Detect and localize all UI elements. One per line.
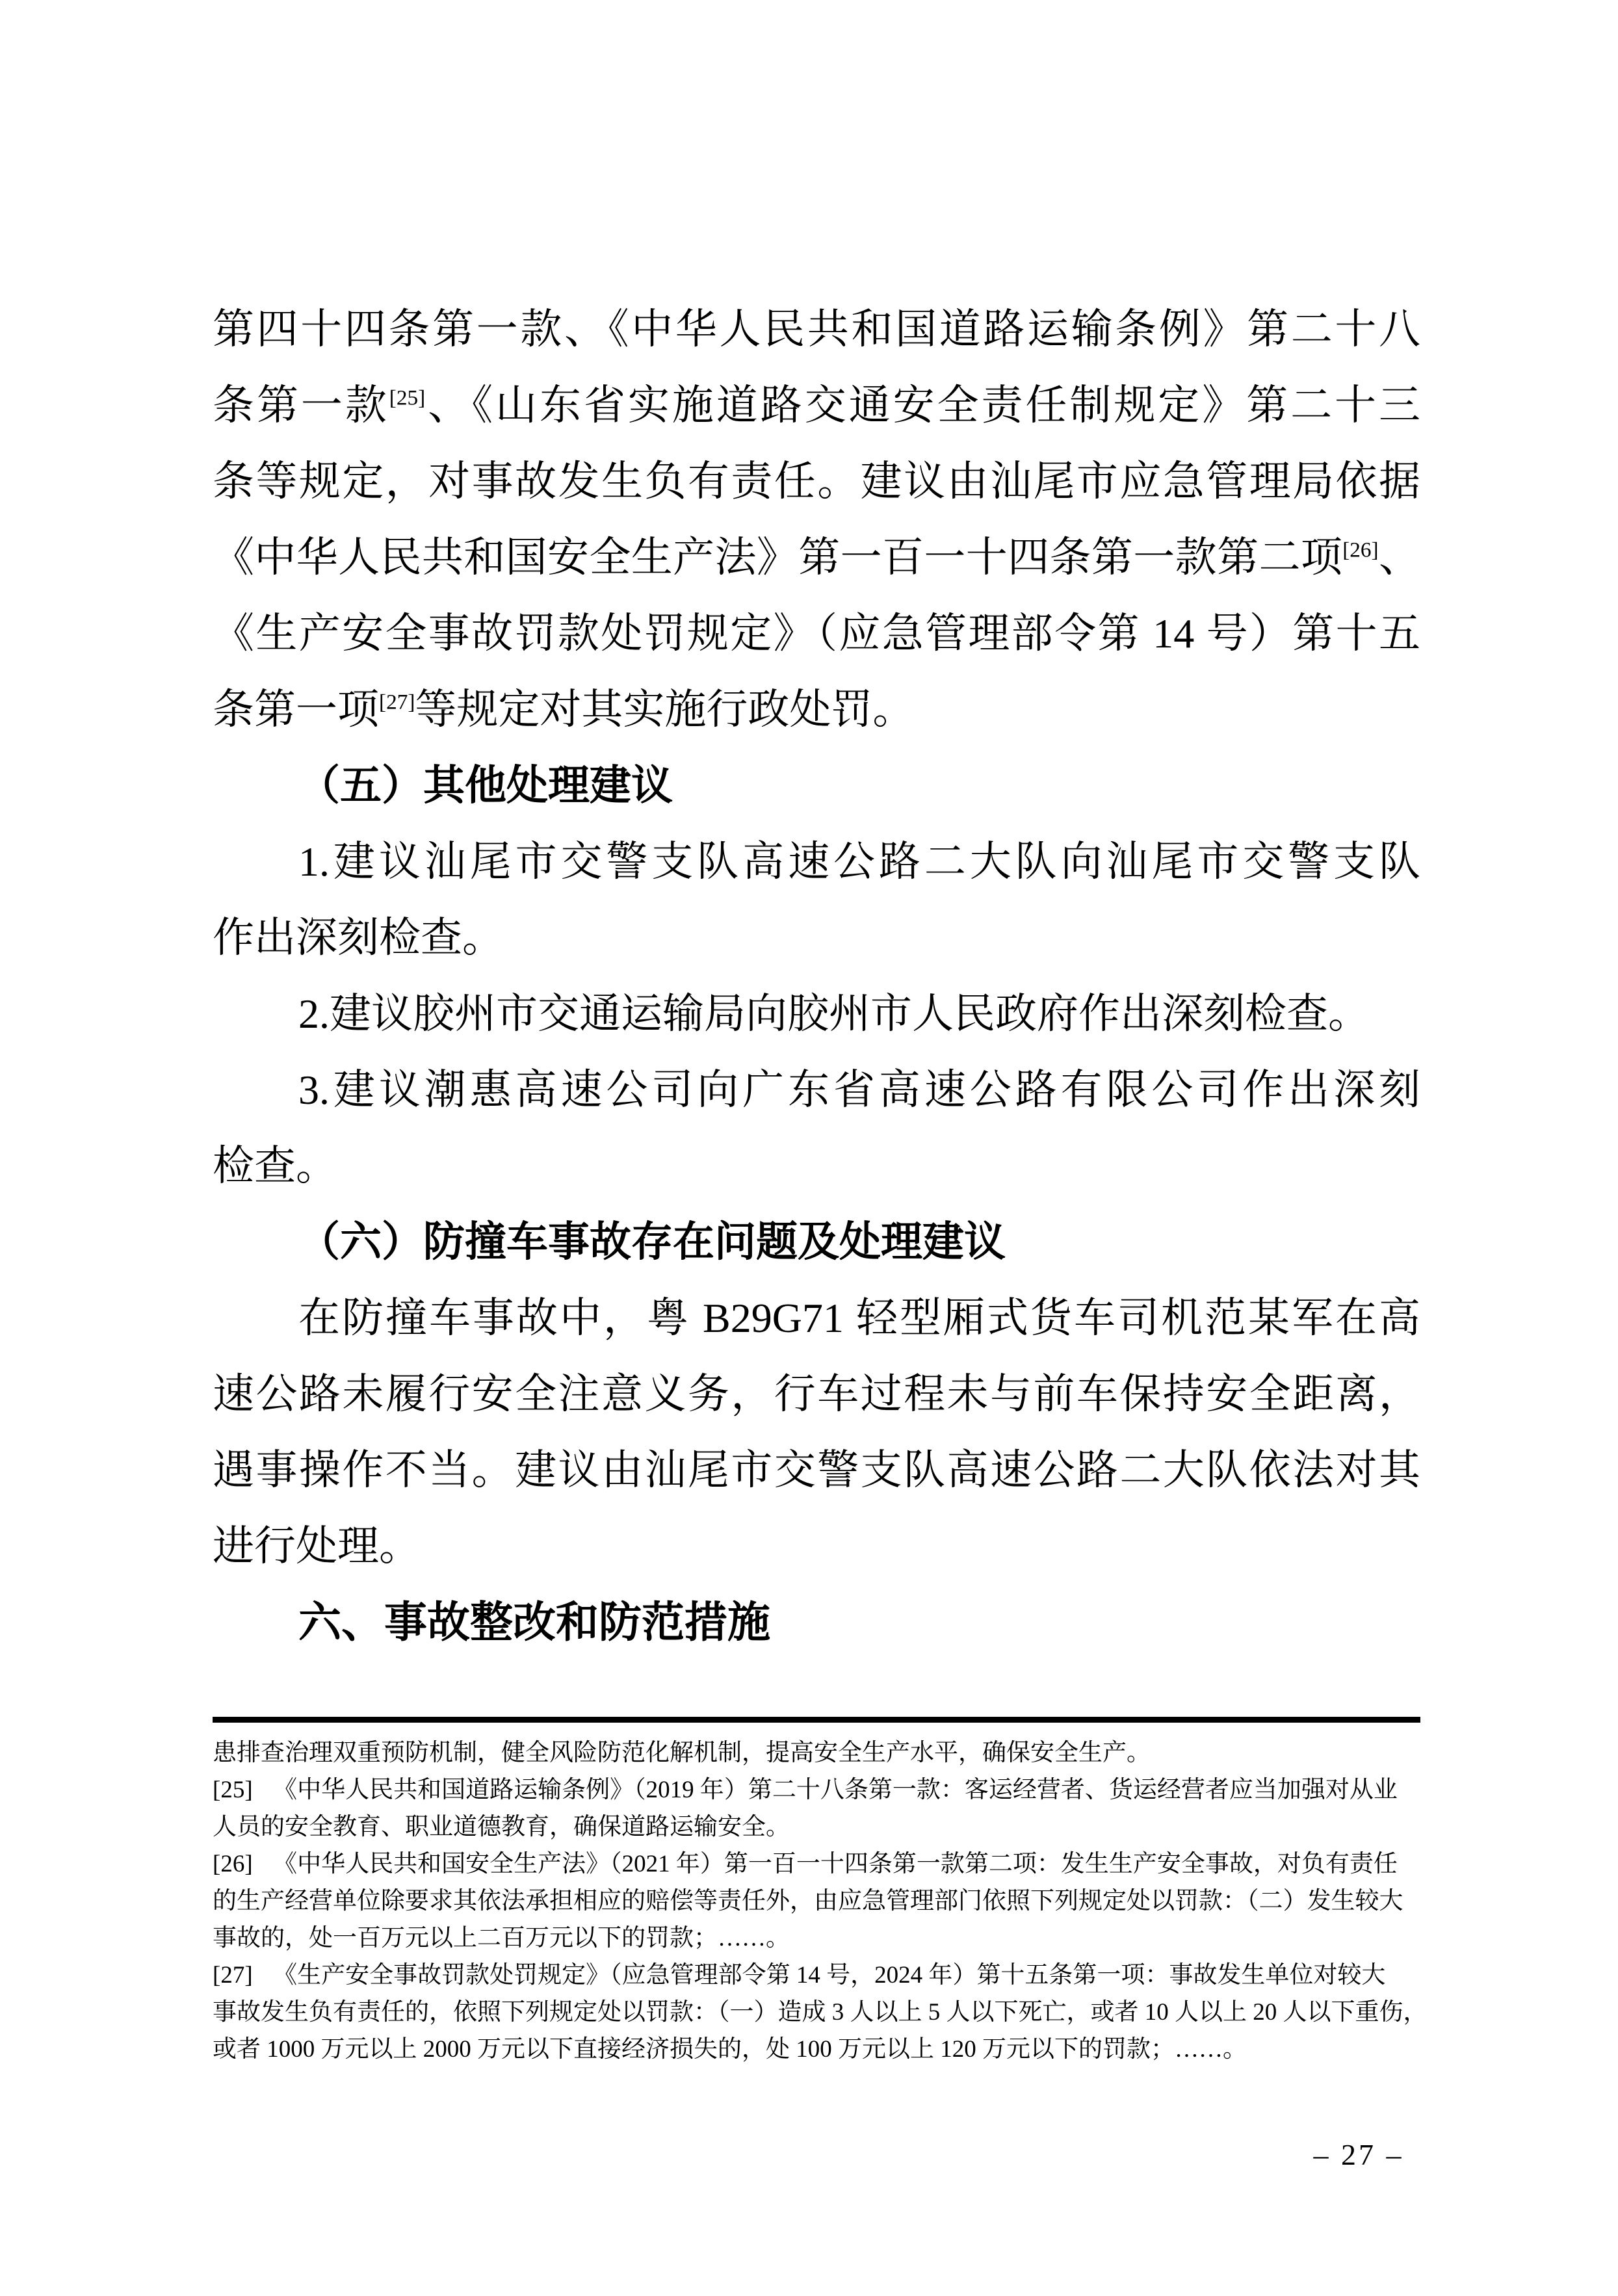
body-line: [213, 900, 1420, 976]
footnote-ref-label: [27]: [213, 1962, 253, 1989]
text-segment: 在防撞车事故中，粤 B29G71 轻型厢式货车司机范某军在高: [298, 1295, 1420, 1341]
footnote-ref-superscript: [26]: [1342, 538, 1379, 562]
footnote-ref-superscript: [25]: [389, 385, 426, 410]
text-segment: 速公路未履行安全注意义务，行车过程未与前车保持安全距离，: [213, 1371, 1420, 1417]
footnote-separator: [213, 1717, 1420, 1723]
body-line: [213, 291, 1420, 367]
body-line: [213, 519, 1420, 595]
text-segment: 2.建议胶州市交通运输局向胶州市人民政府作出深刻检查。: [298, 991, 1370, 1037]
text-segment: 《中华人民共和国安全生产法》第一百一十四条第一款第二项: [213, 534, 1343, 581]
footnote-ref-label: [26]: [213, 1851, 253, 1877]
section-heading-line: [213, 748, 1420, 824]
text-segment: 的生产经营单位除要求其依法承担相应的赔偿等责任外，由应急管理部门依照下列规定处以罚款：（二）发生较大: [213, 1888, 1403, 1914]
text-segment: 遇事操作不当。建议由汕尾市交警支队高速公路二大队依法对其: [213, 1447, 1420, 1493]
text-segment: 作出深刻检查。: [213, 915, 504, 961]
footnote-line: [213, 1883, 1428, 1920]
footnote-ref-superscript: [27]: [379, 690, 415, 714]
text-segment: 3.建议潮惠高速公司向广东省高速公路有限公司作出深刻: [298, 1067, 1420, 1113]
footnote-line: [213, 1994, 1428, 2031]
footnotes-block: [213, 1734, 1428, 2068]
body-line: [213, 1052, 1420, 1128]
text-segment: 事故发生负有责任的，依照下列规定处以罚款：（一）造成 3 人以上 5 人以下死亡，或者 10 人以上 20 人以下重伤，: [213, 1999, 1428, 2026]
text-segment: 事故的，处一百万元以上二百万元以下的罚款；……。: [213, 1925, 790, 1951]
chapter-heading-line: [213, 1584, 1420, 1660]
footnote-line: [213, 1808, 1428, 1846]
footnote-line: [213, 1957, 1428, 1994]
text-segment: 《生产安全事故罚款处罚规定》（应急管理部令第 14 号，2024 年）第十五条第一项：事故发生单位对较大: [273, 1962, 1386, 1989]
text-segment: 检查。: [213, 1143, 337, 1189]
text-segment: 、《山东省实施道路交通安全责任制规定》第二十三: [425, 382, 1421, 428]
body-line: [213, 1432, 1420, 1508]
text-segment: 《生产安全事故罚款处罚规定》（应急管理部令第 14 号）第十五: [213, 610, 1420, 657]
body-line: [213, 1128, 1420, 1204]
body-line: [213, 595, 1420, 672]
text-segment: （五）其他处理建议: [298, 763, 673, 809]
text-segment: 、: [1378, 534, 1421, 581]
footnote-ref-label: [25]: [213, 1777, 253, 1803]
footnote-line: [213, 1920, 1428, 1957]
text-segment: 条第一款: [213, 382, 389, 428]
text-segment: 条第一项: [213, 686, 379, 733]
body-line: [213, 976, 1420, 1052]
text-segment: 等规定对其实施行政处罚。: [415, 686, 915, 733]
page-number: – 27 –: [1313, 2138, 1404, 2171]
body-line: [213, 367, 1420, 443]
section-heading-line: [213, 1204, 1420, 1280]
body-line: [213, 1280, 1420, 1356]
body-line: [213, 672, 1420, 748]
text-segment: 1.建议汕尾市交警支队高速公路二大队向汕尾市交警支队: [298, 839, 1420, 885]
footnote-line: [213, 1771, 1428, 1808]
text-segment: 进行处理。: [213, 1523, 421, 1569]
body-line: [213, 1356, 1420, 1432]
body-line: [213, 443, 1420, 519]
text-segment: 条等规定，对事故发生负有责任。建议由汕尾市应急管理局依据: [213, 458, 1420, 504]
text-segment: 或者 1000 万元以上 2000 万元以下直接经济损失的，处 100 万元以上 120 万元以下的罚款；……。: [213, 2036, 1247, 2063]
text-segment: （六）防撞车事故存在问题及处理建议: [298, 1219, 1006, 1265]
body-line: [213, 824, 1420, 900]
text-segment: 患排查治理双重预防机制，健全风险防范化解机制，提高安全生产水平，确保安全生产。: [213, 1740, 1151, 1766]
text-segment: 人员的安全教育、职业道德教育，确保道路运输安全。: [213, 1814, 790, 1840]
text-segment: 六、事故整改和防范措施: [298, 1598, 770, 1646]
body-line: [213, 1508, 1420, 1584]
footnote-line: [213, 1734, 1428, 1771]
text-segment: 第四十四条第一款、《中华人民共和国道路运输条例》第二十八: [213, 306, 1420, 352]
body-text-block: [213, 291, 1420, 1660]
footnote-line: [213, 1846, 1428, 1883]
text-segment: 《中华人民共和国道路运输条例》（2019 年）第二十八条第一款：客运经营者、货运经营者应当加强对从业: [273, 1777, 1398, 1803]
footnote-line: [213, 2031, 1428, 2068]
text-segment: 《中华人民共和国安全生产法》（2021 年）第一百一十四条第一款第二项：发生生产安全事故，对负有责任: [273, 1851, 1398, 1877]
